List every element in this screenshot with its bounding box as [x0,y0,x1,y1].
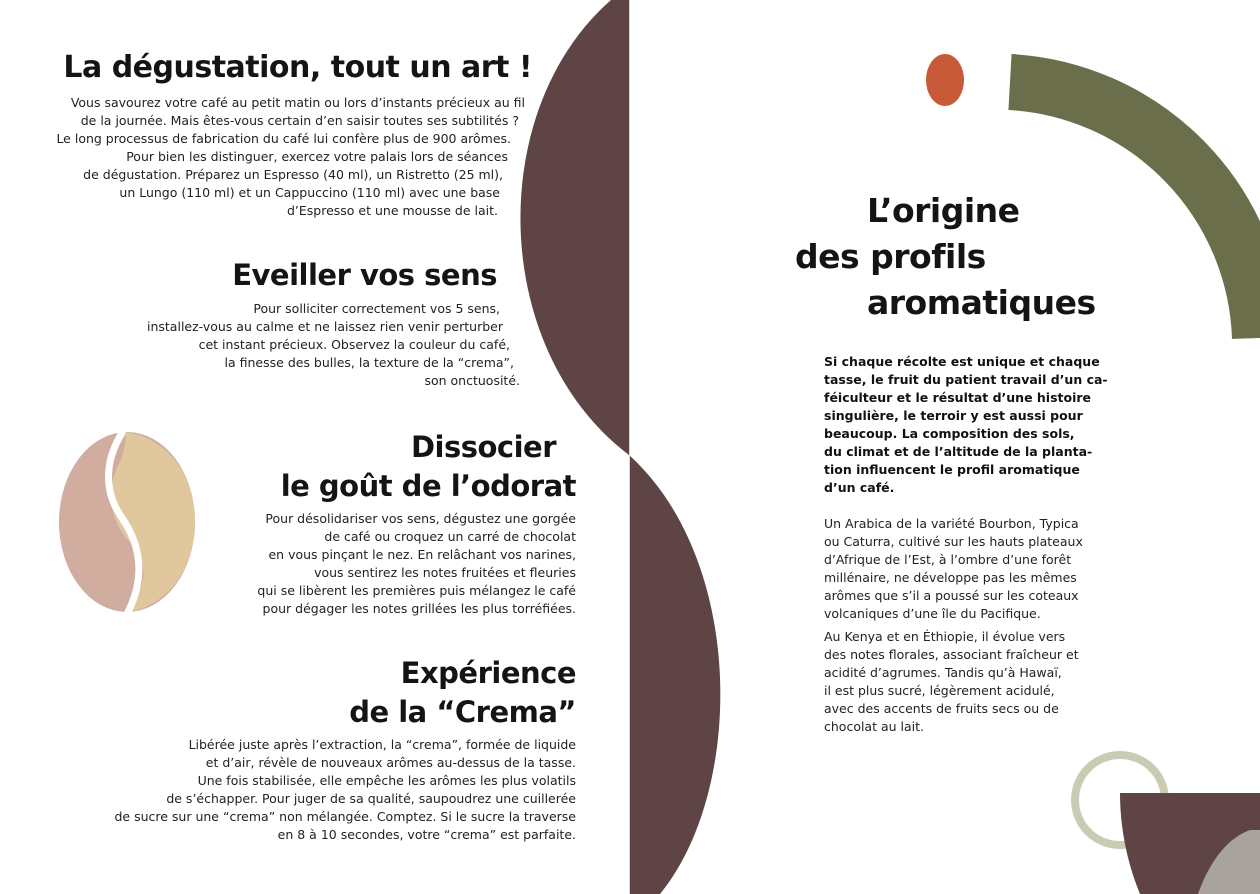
origin-paragraph-1 [824,515,1083,623]
crema-title-line1: Expérience [400,656,576,690]
origin-lead [824,353,1108,497]
crema-line: et d’air, révèle de nouveaux arômes au-dessus de la tasse. [205,755,576,770]
lead-line: singulière, le terroir y est aussi pour [824,408,1083,423]
crema-title-line2: de la “Crema” [349,695,576,729]
dissocier-title-line1: Dissocier [410,430,556,464]
para2-line: avec des accents de fruits secs ou de [824,701,1059,716]
intro-line: de la journée. Mais êtes-vous certain d’en saisir toutes ses subtilités ? [80,113,519,128]
crema-line: Une fois stabilisée, elle empêche les arômes les plus volatils [197,773,576,788]
para1-line: ou Caturra, cultivé sur les hauts plateaux [824,534,1083,549]
para2-line: il est plus sucré, légèrement acidulé, [824,683,1055,698]
lead-line: tasse, le fruit du patient travail d’un ca- [824,372,1108,387]
dissocier-title-line2: le goût de l’odorat [280,469,576,503]
lead-line: d’un café. [824,480,895,495]
dissocier-line: de café ou croquez un carré de chocolat [324,529,576,544]
intro-line: Le long processus de fabrication du café lui confère plus de 900 arômes. [56,131,511,146]
dissocier-line: pour dégager les notes grillées les plus torréfiées. [262,601,576,616]
lead-line: beaucoup. La composition des sols, [824,426,1075,441]
crema-line: de s’échapper. Pour juger de sa qualité, saupoudrez une cuillerée [166,791,576,806]
para1-line: arômes que s’il a poussé sur les coteaux [824,588,1079,603]
intro-text [40,94,525,220]
dissocier-line: vous sentirez les notes fruitées et fleuries [314,565,576,580]
page-fold [629,0,630,894]
lead-line: Si chaque récolte est unique et chaque [824,354,1100,369]
senses-title: Eveiller vos sens [232,258,497,292]
dissocier-line: en vous pinçant le nez. En relâchant vos narines, [268,547,576,562]
lead-line: féiculteur et le résultat d’une histoire [824,390,1092,405]
senses-line: cet instant précieux. Observez la couleur du café, [198,337,510,352]
senses-line: Pour solliciter correctement vos 5 sens, [253,301,500,316]
coffee-bean-icon [59,432,195,612]
lead-line: du climat et de l’altitude de la planta- [824,444,1093,459]
intro-line: de dégustation. Préparez un Espresso (40 ml), un Ristretto (25 ml), [83,167,503,182]
lead-line: tion influencent le profil aromatique [824,462,1080,477]
crema-line: en 8 à 10 secondes, votre “crema” est parfaite. [277,827,576,842]
intro-line: Vous savourez votre café au petit matin ou lors d’instants précieux au fil [70,95,525,110]
maroon-crescent-top [520,0,629,455]
origin-title-line3: aromatiques [867,283,1096,322]
crema-title [200,654,576,732]
senses-line: la finesse des bulles, la texture de la “crema”, [224,355,514,370]
dissocier-title [200,428,576,506]
origin-paragraph-2 [824,628,1079,736]
dissocier-text [200,510,576,618]
para2-line: Au Kenya et en Éthiopie, il évolue vers [824,629,1066,644]
intro-title: La dégustation, tout un art ! [63,50,532,85]
para1-line: volcaniques d’une île du Pacifique. [824,606,1041,621]
para2-line: des notes florales, associant fraîcheur et [824,647,1079,662]
senses-line: son onctuosité. [424,373,520,388]
para2-line: chocolat au lait. [824,719,925,734]
orange-bean-dot [926,54,964,106]
para1-line: millénaire, ne développe pas les mêmes [824,570,1077,585]
intro-line: Pour bien les distinguer, exercez votre palais lors de séances [126,149,508,164]
crema-line: Libérée juste après l’extraction, la “crema”, formée de liquide [188,737,576,752]
crema-line: de sucre sur une “crema” non mélangée. Comptez. Si le sucre la traverse [114,809,576,824]
origin-title-line2: des profils [795,237,986,276]
para1-line: Un Arabica de la variété Bourbon, Typica [824,516,1079,531]
senses-text [100,300,520,390]
maroon-crescent-bottom [629,455,720,894]
dissocier-line: Pour désolidariser vos sens, dégustez une gorgée [265,511,576,526]
origin-title [795,188,1096,326]
crema-text [80,736,576,844]
intro-line: d’Espresso et une mousse de lait. [286,203,498,218]
para2-line: acidité d’agrumes. Tandis qu’à Hawaï, [824,665,1062,680]
origin-title-line1: L’origine [867,191,1020,230]
para1-line: d’Afrique de l’Est, à l’ombre d’une forêt [824,552,1072,567]
senses-line: installez-vous au calme et ne laissez rien venir perturber [147,319,503,334]
dissocier-line: qui se libèrent les premières puis mélangez le café [257,583,576,598]
intro-line: un Lungo (110 ml) et un Cappuccino (110 ml) avec une base [119,185,500,200]
